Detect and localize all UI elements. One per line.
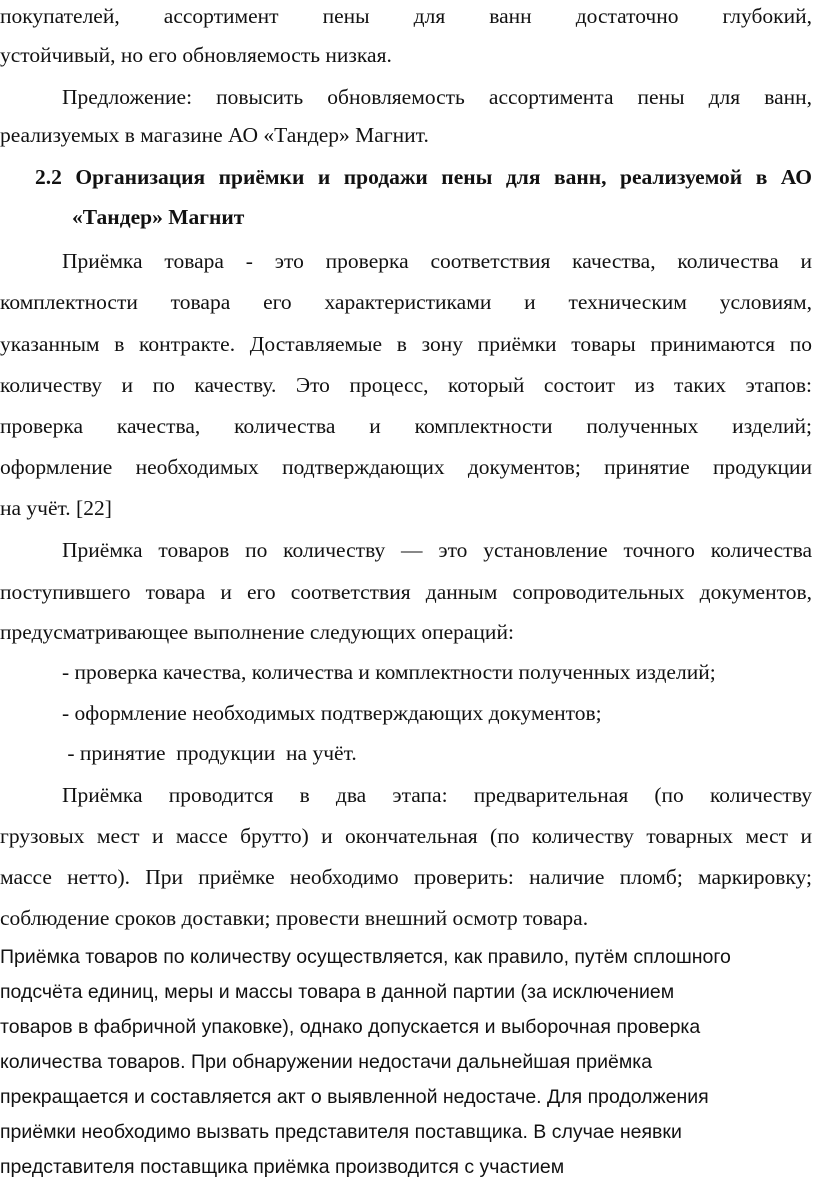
text-line: комплектности товара его характеристиками и техническим условиям, <box>0 290 812 314</box>
text-line: поступившего товара и его соответствия данным сопроводительных документов, <box>0 580 812 604</box>
text-line: грузовых мест и массе брутто) и окончательная (по количеству товарных мест и <box>0 824 812 848</box>
text-line: Предложение: повысить обновляемость ассортимента пены для ванн, <box>62 85 812 109</box>
sans-text-line: прекращается и составляется акт о выявленной недостаче. Для продолжения <box>0 1086 709 1108</box>
text-line: устойчивый, но его обновляемость низкая. <box>0 43 392 67</box>
sans-text-line: товаров в фабричной упаковке), однако допускается и выборочная проверка <box>0 1016 701 1038</box>
text-line: оформление необходимых подтверждающих документов; принятие продукции <box>0 455 812 479</box>
section-heading: 2.2 Организация приёмки и продажи пены для ванн, реализуемой в АО <box>35 165 812 189</box>
section-heading-continuation: «Тандер» Магнит <box>72 205 245 229</box>
text-line: на учёт. [22] <box>0 496 112 520</box>
sans-text-line: подсчёта единиц, меры и массы товара в данной партии (за исключением <box>0 981 675 1003</box>
text-line: покупателей, ассортимент пены для ванн достаточно глубокий, <box>0 4 812 28</box>
text-line: количеству и по качеству. Это процесс, который состоит из таких этапов: <box>0 373 812 397</box>
text-line: проверка качества, количества и комплектности полученных изделий; <box>0 414 812 438</box>
text-line: массе нетто). При приёмке необходимо проверить: наличие пломб; маркировку; <box>0 865 812 889</box>
text-line: указанным в контракте. Доставляемые в зону приёмки товары принимаются по <box>0 332 812 356</box>
text-line: Приёмка проводится в два этапа: предварительная (по количеству <box>62 783 812 807</box>
text-line: предусматривающее выполнение следующих операций: <box>0 620 514 644</box>
text-line: Приёмка товара - это проверка соответствия качества, количества и <box>62 249 812 273</box>
sans-text-line: Приёмка товаров по количеству осуществляется, как правило, путём сплошного <box>0 946 731 968</box>
text-line: Приёмка товаров по количеству — это установление точного количества <box>62 538 812 562</box>
list-item: - принятие продукции на учёт. <box>62 741 357 765</box>
sans-text-line: количества товаров. При обнаружении недостачи дальнейшая приёмка <box>0 1051 653 1073</box>
list-item: - проверка качества, количества и комплектности полученных изделий; <box>62 660 716 684</box>
list-item: - оформление необходимых подтверждающих документов; <box>62 701 602 725</box>
text-line: соблюдение сроков доставки; провести внешний осмотр товара. <box>0 906 589 930</box>
text-line: реализуемых в магазине АО «Тандер» Магнит. <box>0 123 429 147</box>
sans-text-line: представителя поставщика приёмка производится с участием <box>0 1156 565 1178</box>
sans-text-line: приёмки необходимо вызвать представителя поставщика. В случае неявки <box>0 1121 682 1143</box>
